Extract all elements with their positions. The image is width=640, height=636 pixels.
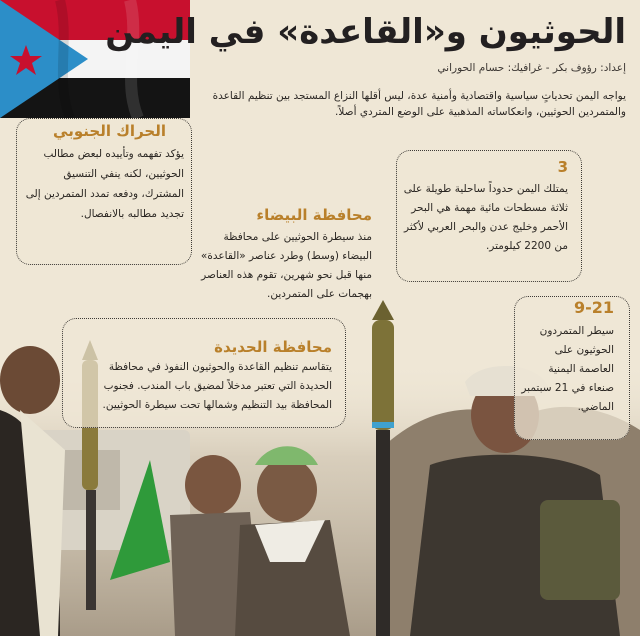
hodeidah-heading: محافظة الحديدة <box>214 338 332 356</box>
hodeidah-text: يتقاسم تنظيم القاعدة والحوثيون النفوذ في محافظة الحديدة التي تعتبر مدخلاً لمضيق باب المندب. فجنوب المحافظة بيد التنظيم وشمالها تحت سيطرة الحوثيين. <box>102 361 332 411</box>
bayda-text: منذ سيطرة الحوثيين على محافظة البيضاء (وسط) وطرد عناصر «القاعدة» منها قبل نحو شهرين، تقوم هذه العناصر بهجمات على المتمردين. <box>200 231 372 300</box>
southern-movement-heading: الحراك الجنوبي <box>53 122 166 140</box>
bayda-heading: محافظة البيضاء <box>256 206 372 224</box>
southern-movement-text: يؤكد تفهمه وتأييده لبعض مطالب الحوثيين، لكنه ينفي التنسيق المشترك، ودفعه تمدد المتمردين إلى تجديد مطالبه بالانفصال. <box>25 148 184 220</box>
date-text: سيطر المتمردون الحوثيون على العاصمة اليمنية صنعاء في 21 سبتمبر الماضي. <box>521 325 614 413</box>
coastline-heading: 3 <box>557 158 568 176</box>
coastline-text: يمتلك اليمن حدوداً ساحلية طويلة على ثلاثة مسطحات مائية مهمة هي البحر الأحمر وخليج عدن والبحر العربي لأكثر من 2200 كيلومتر. <box>403 183 568 252</box>
page-title: الحوثيون و«القاعدة» في اليمن <box>105 12 626 52</box>
date-heading: 9-21 <box>573 298 614 317</box>
byline: إعداد: رؤوف بكر - غرافيك: حسام الحوراني <box>437 62 626 74</box>
intro-paragraph: يواجه اليمن تحدياتٍ سياسية واقتصادية وأمنية عدة، ليس أقلها النزاع المستجد بين تنظيم القاعدة والمتمردين الحوثيين، وانعكاساته المذهبية على الوضع المتردي أصلاً. <box>212 90 626 118</box>
